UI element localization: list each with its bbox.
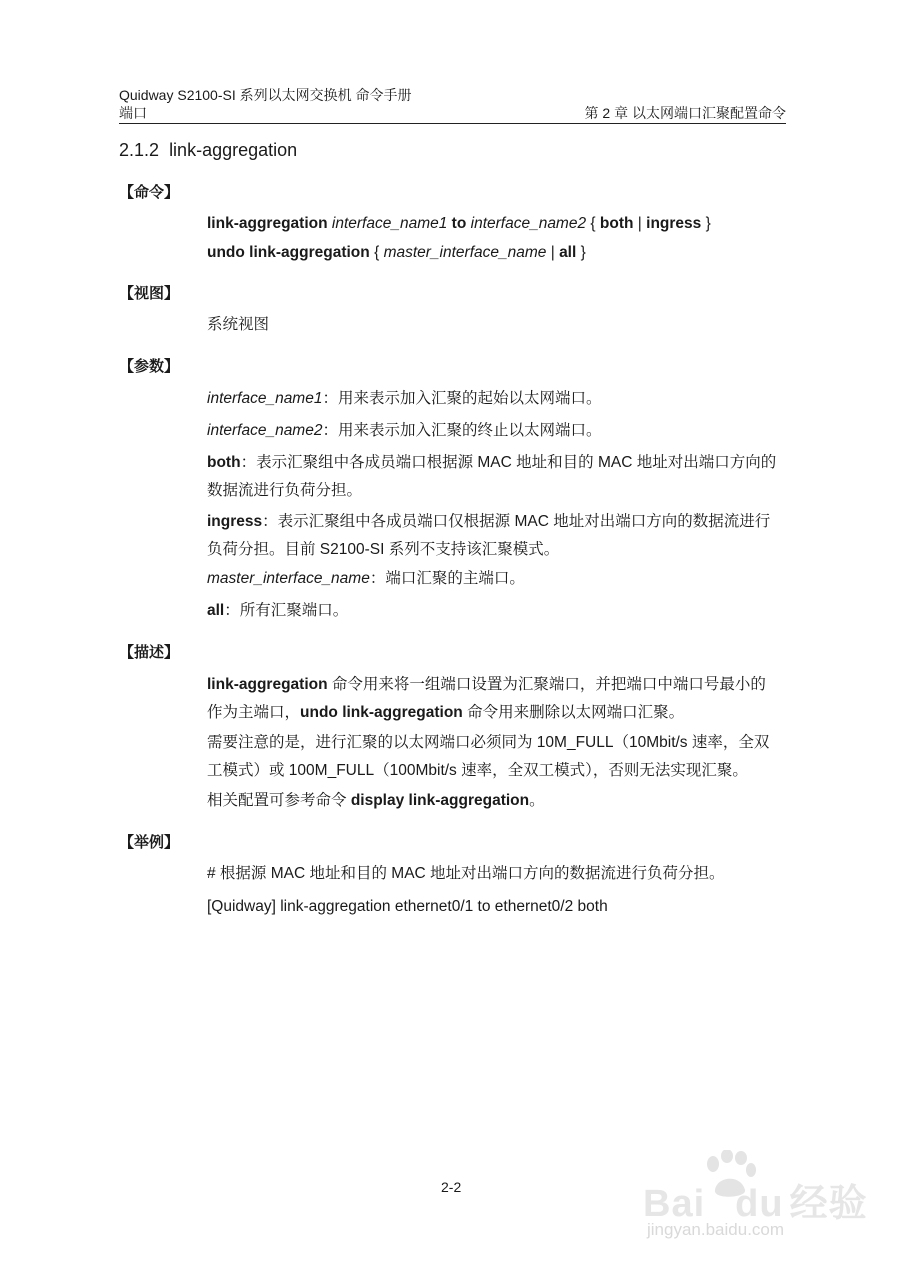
param-ingress xyxy=(207,508,770,564)
cmd-brace-close: } xyxy=(705,215,711,232)
header-rule xyxy=(119,123,786,124)
param-all xyxy=(207,597,348,625)
cmd-brace-open: { xyxy=(590,215,596,232)
example-command: [Quidway] link-aggregation ethernet0/1 to ethernet0/2 both xyxy=(207,898,608,915)
desc-text: 相关配置可参考命令 xyxy=(207,792,351,809)
section-number: 2.1.2 xyxy=(119,140,160,160)
desc-keyword: link-aggregation xyxy=(207,676,328,693)
watermark xyxy=(643,1150,868,1250)
watermark-url: jingyan.baidu.com xyxy=(647,1220,785,1239)
desc-paragraph-3 xyxy=(207,787,545,815)
cmd-arg-interface1: interface_name1 xyxy=(331,215,448,232)
desc-text: 命令用来删除以太网端口汇聚。 xyxy=(462,704,685,721)
watermark-bai: Bai xyxy=(643,1183,706,1225)
param-desc-cont: 数据流进行负荷分担。 xyxy=(207,482,363,499)
cmd-keyword: link-aggregation xyxy=(207,215,328,232)
desc-text: 工模式）或 100M_FULL（100Mbit/s 速率，全双工模式），否则无法实现汇聚。 xyxy=(207,762,748,779)
running-header-chapter: 第 2 章 以太网端口汇聚配置命令 xyxy=(584,105,786,121)
param-desc: ：所有汇聚端口。 xyxy=(224,602,349,619)
view-text: 系统视图 xyxy=(207,316,270,333)
param-desc: ：用来表示加入汇聚的起始以太网端口。 xyxy=(322,390,602,407)
label-params: 【参数】 xyxy=(119,358,180,375)
param-name: interface_name1 xyxy=(207,390,323,407)
command-syntax-line1 xyxy=(207,210,711,238)
desc-paragraph-1 xyxy=(207,671,766,727)
cmd-option-both: both xyxy=(599,215,634,232)
param-desc-cont: 负荷分担。目前 S2100-SI 系列不支持该汇聚模式。 xyxy=(207,541,560,558)
example-comment: # 根据源 MAC 地址和目的 MAC 地址对出端口方向的数据流进行负荷分担。 xyxy=(207,865,725,882)
cmd-keyword-to: to xyxy=(451,215,467,232)
param-interface-name2 xyxy=(207,417,601,445)
param-name: all xyxy=(207,602,225,619)
running-header-section: 端口 xyxy=(119,105,147,121)
desc-text: 。 xyxy=(529,792,545,809)
watermark-du: du xyxy=(735,1183,784,1225)
param-desc: ：端口汇聚的主端口。 xyxy=(369,570,525,587)
cmd-brace-open: { xyxy=(374,244,380,261)
cmd-arg-master-interface: master_interface_name xyxy=(383,244,547,261)
param-master-interface-name xyxy=(207,565,525,593)
cmd-bar: | xyxy=(550,244,555,261)
cmd-option-all: all xyxy=(559,244,577,261)
param-interface-name1 xyxy=(207,385,601,413)
param-name: ingress xyxy=(207,513,263,530)
param-desc: ：表示汇聚组中各成员端口仅根据源 MAC 地址对出端口方向的数据流进行 xyxy=(262,513,771,530)
desc-text: 命令用来将一组端口设置为汇聚端口，并把端口中端口号最小的 xyxy=(327,676,766,693)
command-syntax-line2 xyxy=(207,239,586,267)
cmd-bar: | xyxy=(637,215,642,232)
cmd-undo-keyword: undo link-aggregation xyxy=(207,244,370,261)
section-name: link-aggregation xyxy=(169,140,298,160)
label-example: 【举例】 xyxy=(119,834,180,851)
param-desc: ：表示汇聚组中各成员端口根据源 MAC 地址和目的 MAC 地址对出端口方向的 xyxy=(240,454,777,471)
label-view: 【视图】 xyxy=(119,285,180,302)
cmd-arg-interface2: interface_name2 xyxy=(470,215,587,232)
param-name: both xyxy=(207,454,241,471)
running-header-title: Quidway S2100-SI 系列以太网交换机 命令手册 xyxy=(119,87,412,103)
section-title xyxy=(119,140,297,161)
param-both xyxy=(207,449,776,505)
desc-text: 需要注意的是，进行汇聚的以太网端口必须同为 10M_FULL（10Mbit/s 速率，全双 xyxy=(207,734,770,751)
watermark-cn: 经验 xyxy=(789,1183,868,1225)
label-command: 【命令】 xyxy=(119,184,180,201)
desc-keyword-display: display link-aggregation xyxy=(350,792,530,809)
page-number: 2-2 xyxy=(441,1179,462,1195)
param-name: master_interface_name xyxy=(207,570,370,587)
param-name: interface_name2 xyxy=(207,422,323,439)
watermark-brand xyxy=(643,1172,868,1227)
param-desc: ：用来表示加入汇聚的终止以太网端口。 xyxy=(322,422,602,439)
label-desc: 【描述】 xyxy=(119,644,180,661)
cmd-option-ingress: ingress xyxy=(646,215,702,232)
desc-paragraph-2 xyxy=(207,729,769,785)
desc-text: 作为主端口， xyxy=(207,704,301,721)
desc-keyword-undo: undo link-aggregation xyxy=(300,704,463,721)
cmd-brace-close: } xyxy=(580,244,586,261)
